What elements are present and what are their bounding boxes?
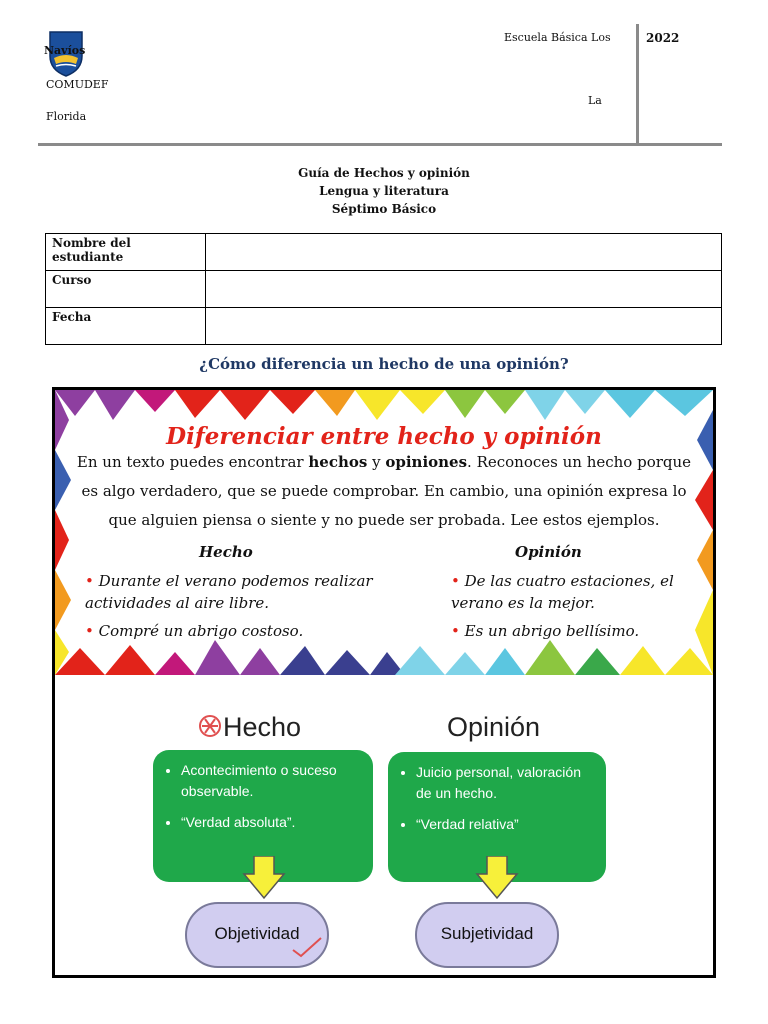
diagram-hecho-title: Hecho (223, 712, 302, 742)
card-intro (75, 448, 693, 535)
hecho-example: • Durante el verano podemos realizar actividades al aire libre. (85, 572, 373, 612)
opinion-example: • De las cuatro estaciones, el verano es la mejor. (451, 572, 674, 612)
card-intro-hechos: hechos (308, 453, 368, 471)
hecho-example-text: Compré un abrigo costoso. (98, 622, 304, 640)
opinion-example-text: De las cuatro estaciones, el verano es la mejor. (451, 572, 674, 612)
header-divider (38, 143, 722, 146)
objetividad-pill: Objetividad (185, 902, 329, 968)
subjetividad-pill: Subjetividad (415, 902, 559, 968)
date-field[interactable] (206, 308, 722, 345)
opinion-definition-item: • Juicio personal, valoración de un hecho. (416, 762, 596, 804)
hecho-definition-item: • Acontecimiento o suceso observable. (181, 760, 363, 802)
opinion-example-text: Es un abrigo bellísimo. (464, 622, 640, 640)
hecho-definition-item: • “Verdad absoluta”. (181, 812, 363, 833)
question-heading: ¿Cómo diferencia un hecho de una opinión? (199, 355, 569, 373)
hecho-example: • Compré un abrigo costoso. (85, 622, 304, 640)
hecho-heading: Hecho (199, 543, 253, 561)
card-title: Diferenciar entre hecho y opinión (166, 423, 602, 450)
card-intro-part: En un texto puedes encontrar (76, 453, 309, 471)
guide-title: Guía de Hechos y opinión (298, 166, 470, 180)
hecho-example-text: Durante el verano podemos realizar actividades al aire libre. (85, 572, 373, 612)
table-row (46, 234, 722, 271)
city-name: Florida (46, 110, 87, 123)
hecho-mark-icon (197, 713, 223, 739)
header-divider-vertical (636, 24, 639, 144)
course-label: Curso (46, 271, 206, 308)
down-arrow-icon (475, 856, 519, 900)
school-name: Escuela Básica Los (504, 31, 611, 44)
year: 2022 (646, 31, 680, 45)
down-arrow-icon (242, 856, 286, 900)
diagram-opinion-title: Opinión (447, 712, 541, 742)
opinion-definition-item: • “Verdad relativa” (416, 814, 596, 835)
opinion-example: • Es un abrigo bellísimo. (451, 622, 640, 640)
student-name-label: Nombre del estudiante (46, 234, 206, 271)
checkmark-icon (291, 936, 325, 960)
org-name: COMUDEF (46, 78, 109, 91)
course-field[interactable] (206, 271, 722, 308)
card-intro-part: y (367, 453, 386, 471)
school-name-suffix: La (588, 94, 602, 107)
date-label: Fecha (46, 308, 206, 345)
guide-subject: Lengua y literatura (319, 184, 449, 198)
illustration-frame (52, 387, 716, 978)
student-info-table (45, 233, 722, 345)
student-name-field[interactable] (206, 234, 722, 271)
guide-grade: Séptimo Básico (331, 202, 437, 216)
card-intro-opiniones: opiniones (385, 453, 468, 471)
table-row (46, 308, 722, 345)
card-intro-part: . Reconoces un hecho porque es algo verdadero, que se puede comprobar. En cambio, una opinión expresa lo que alguien piensa o siente y no puede ser probada. Lee estos ejemplos. (81, 453, 692, 529)
table-row (46, 271, 722, 308)
opinion-heading: Opinión (515, 543, 582, 561)
logo-label: Navíos (44, 44, 86, 57)
